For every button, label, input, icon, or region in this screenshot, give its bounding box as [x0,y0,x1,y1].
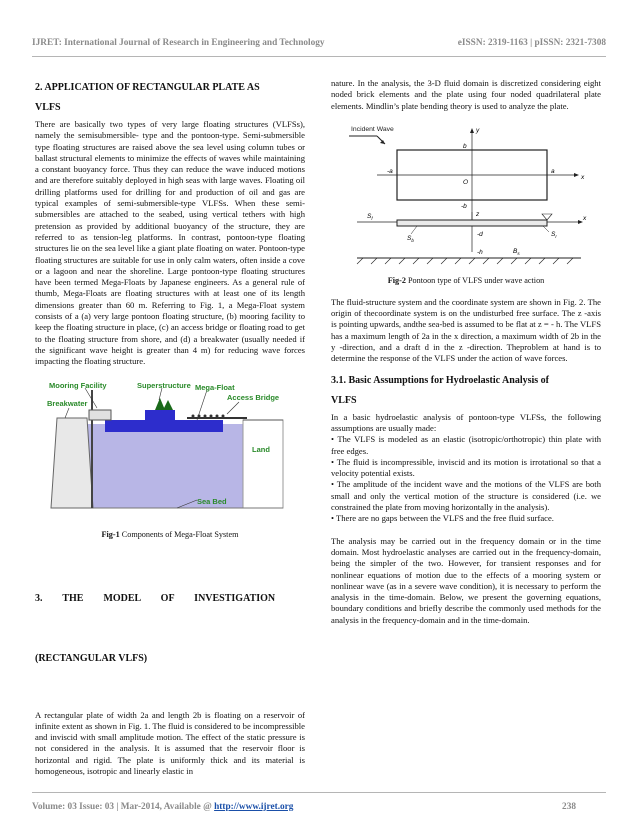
svg-text:Sf: $S_f$ [367,212,373,221]
svg-text:-a: -a [387,167,393,175]
label-sea-bed: Sea Bed [197,496,227,506]
coordinate-system-paragraph: The fluid-structure system and the coordinate system are shown in Fig. 2. The origin of thecoordinate system is on the undisturbed free surface. The z -axis is pointing upwards, andthe sea-bed is assumed to be flat at z = - h. The VLFS has a maximum length of 2a in the x direction, a maximum width of 2b in the y -direction, and a draft d in the z -direction. Theproblem at hand is to determine the response of the VLFS under the action of wave forces. [331,296,601,364]
label-mega-float: Mega-Float [195,382,235,392]
page-footer [32,802,606,812]
label-mooring-facility: Mooring Facility [49,380,107,390]
assumption-item: • The fluid is incompressible, inviscid and its motion is irrotational so that a velocity potential exists. [331,456,601,479]
figure-2 [337,122,595,272]
svg-text:Bs: $B_s$ [513,247,520,256]
section2-heading: 2. APPLICATION OF RECTANGULAR PLATE AS VLFS [35,82,260,113]
svg-text:-d: -d [477,230,483,238]
svg-text:x: x [583,214,587,222]
journal-link[interactable]: http://www.ijret.org [214,802,294,812]
vlfs-coordinate-diagram [337,122,595,272]
svg-text:Sr: $S_r$ [551,230,557,239]
header-rule [32,56,606,57]
left-column [35,78,305,777]
assumption-item: • The amplitude of the incident wave and the motions of the VLFS are both small and only the vertical motion of the structure is considered (i.e. we constrained the plate from moving horizontally in the analysis). [331,479,601,513]
svg-text:a: a [551,167,555,175]
footer-volume: Volume: 03 Issue: 03 | Mar-2014, Available @ [32,802,215,812]
land [243,420,283,508]
section3-heading: 3. THE MODEL OF INVESTIGATION (RECTANGULAR VLFS) [35,592,276,664]
figure-1-caption: Fig-1 Components of Mega-Float System [101,529,239,539]
water-level-icon [542,214,552,220]
section31-heading: 3.1. Basic Assumptions for Hydroelastic Analysis of VLFS [331,374,549,406]
label-access-bridge: Access Bridge [227,392,280,402]
journal-name: IJRET: International Journal of Research in Engineering and Technology [32,38,325,48]
tree-icon [155,398,165,410]
label-superstructure: Superstructure [137,380,191,390]
label-land: Land [252,444,270,454]
incident-wave-label: Incident Wave [351,125,394,133]
svg-text:y: y [476,126,480,134]
seabed-hatch [357,258,573,264]
svg-text:b: b [463,142,467,150]
svg-text:O: O [463,178,469,186]
svg-text:-h: -h [477,248,483,256]
page-number: 238 [562,802,576,812]
mega-float-diagram [47,380,293,522]
svg-text:-b: -b [461,202,467,210]
assumption-item: • The VLFS is modeled as an elastic (isotropic/orthotropic) thin plate with free edges. [331,434,601,456]
svg-text:Sb: $S_b$ [407,234,414,243]
assumption-item: • There are no gaps between the VLFS and the free fluid surface. [331,513,554,524]
label-breakwater: Breakwater [47,398,88,408]
assumptions-intro: In a basic hydroelastic analysis of pontoon-type VLFSs, the following assumptions are usually made: [331,411,601,433]
elevation-plate [397,220,547,226]
mega-float-pontoon [105,420,223,432]
issn: eISSN: 2319-1163 | pISSN: 2321-7308 [457,38,606,48]
right-intro-paragraph: nature. In the analysis, the 3-D fluid domain is discretized considering eight noded brick elements and the plate using four noded quadrilateral plate elements. Mindlin’s plate bending theory is used to analyze the plate. [331,78,601,111]
breakwater [51,418,93,508]
svg-text:z: z [476,210,480,218]
figure-2-caption: Fig-2 Pontoon type of VLFS under wave action [387,275,545,285]
section2-paragraph: There are basically two types of very large floating structures (VLFSs), namely the semisubmersible- type and the pontoon-type. Semi-submersible type floating structures are raised above the sea level using column tubes or ballast structural elements to minimize the effects of waves while maintaining a constant buoyancy force. Thus they can reduce the wave induced motions and are therefore suitably deployed in high seas with large waves. Floating oil drilling platforms used for drilling for and production of oil and gas are typical examples of semi-submersible-type VLFSs. When these semi-submersibles are attached to the seabed, using vertical tethers with high pretension as provided by additional buoyancy of the structure, they are referred to as tension-leg platforms. In contrast, pontoon-type floating structures lie on the sea level like a giant plate floating on water. Pontoon-type floating structures are suitable for use in only calm waters, often inside a cove or a lagoon and near the shoreline. Large pontoon-type floating structures have been termed Mega-Floats by Japanese engineers. As a general rule of thumb, Mega-Floats are floating structures with at least one of its length dimensions greater than 60 m. Referring to Fig. 1, a Mega-Float system consists of a (a) very large pontoon floating structure, (b) mooring facility to keep the floating structure in place, (c) an access bridge or floating road to get to the floating structure from shore, and (d) a breakwater (usually needed if the significant wave height is greater than 4 m) for reducing wave forces impacting the floating structure. [35,119,305,367]
right-column [331,78,601,626]
svg-text:x: x [581,173,585,181]
tree-icon [163,400,173,410]
analysis-domain-paragraph: The analysis may be carried out in the frequency domain or in the time domain. Most hydroelastic analyses are carried out in the frequency-domain, being the simpler of the two. However, for transient responses and for nonlinear equations of motion due to the effects of a mooring system or nonlinear wave (as in a severe wave condition), it is necessary to perform the analysis in the time-domain. Below, we present the governing equations, boundary conditions and briefly describe the commonly used methods for the analysis in the frequency-domain and in the time-domain. [331,535,601,625]
superstructure [145,410,175,420]
figure-1 [47,380,293,522]
section3-paragraph: A rectangular plate of width 2a and length 2b is floating on a reservoir of infinite extent as shown in Fig. 1. The fluid is considered to be incompressible and inviscid with small amplitude motion. The effect of the static pressure is not considered in the analysis. It is assumed that the reservoir floor is horizontal and rigid. The plate is uniformly thick and its material is homogeneous, isotropic and linearly elastic in [35,709,305,777]
footer-rule [32,792,606,793]
